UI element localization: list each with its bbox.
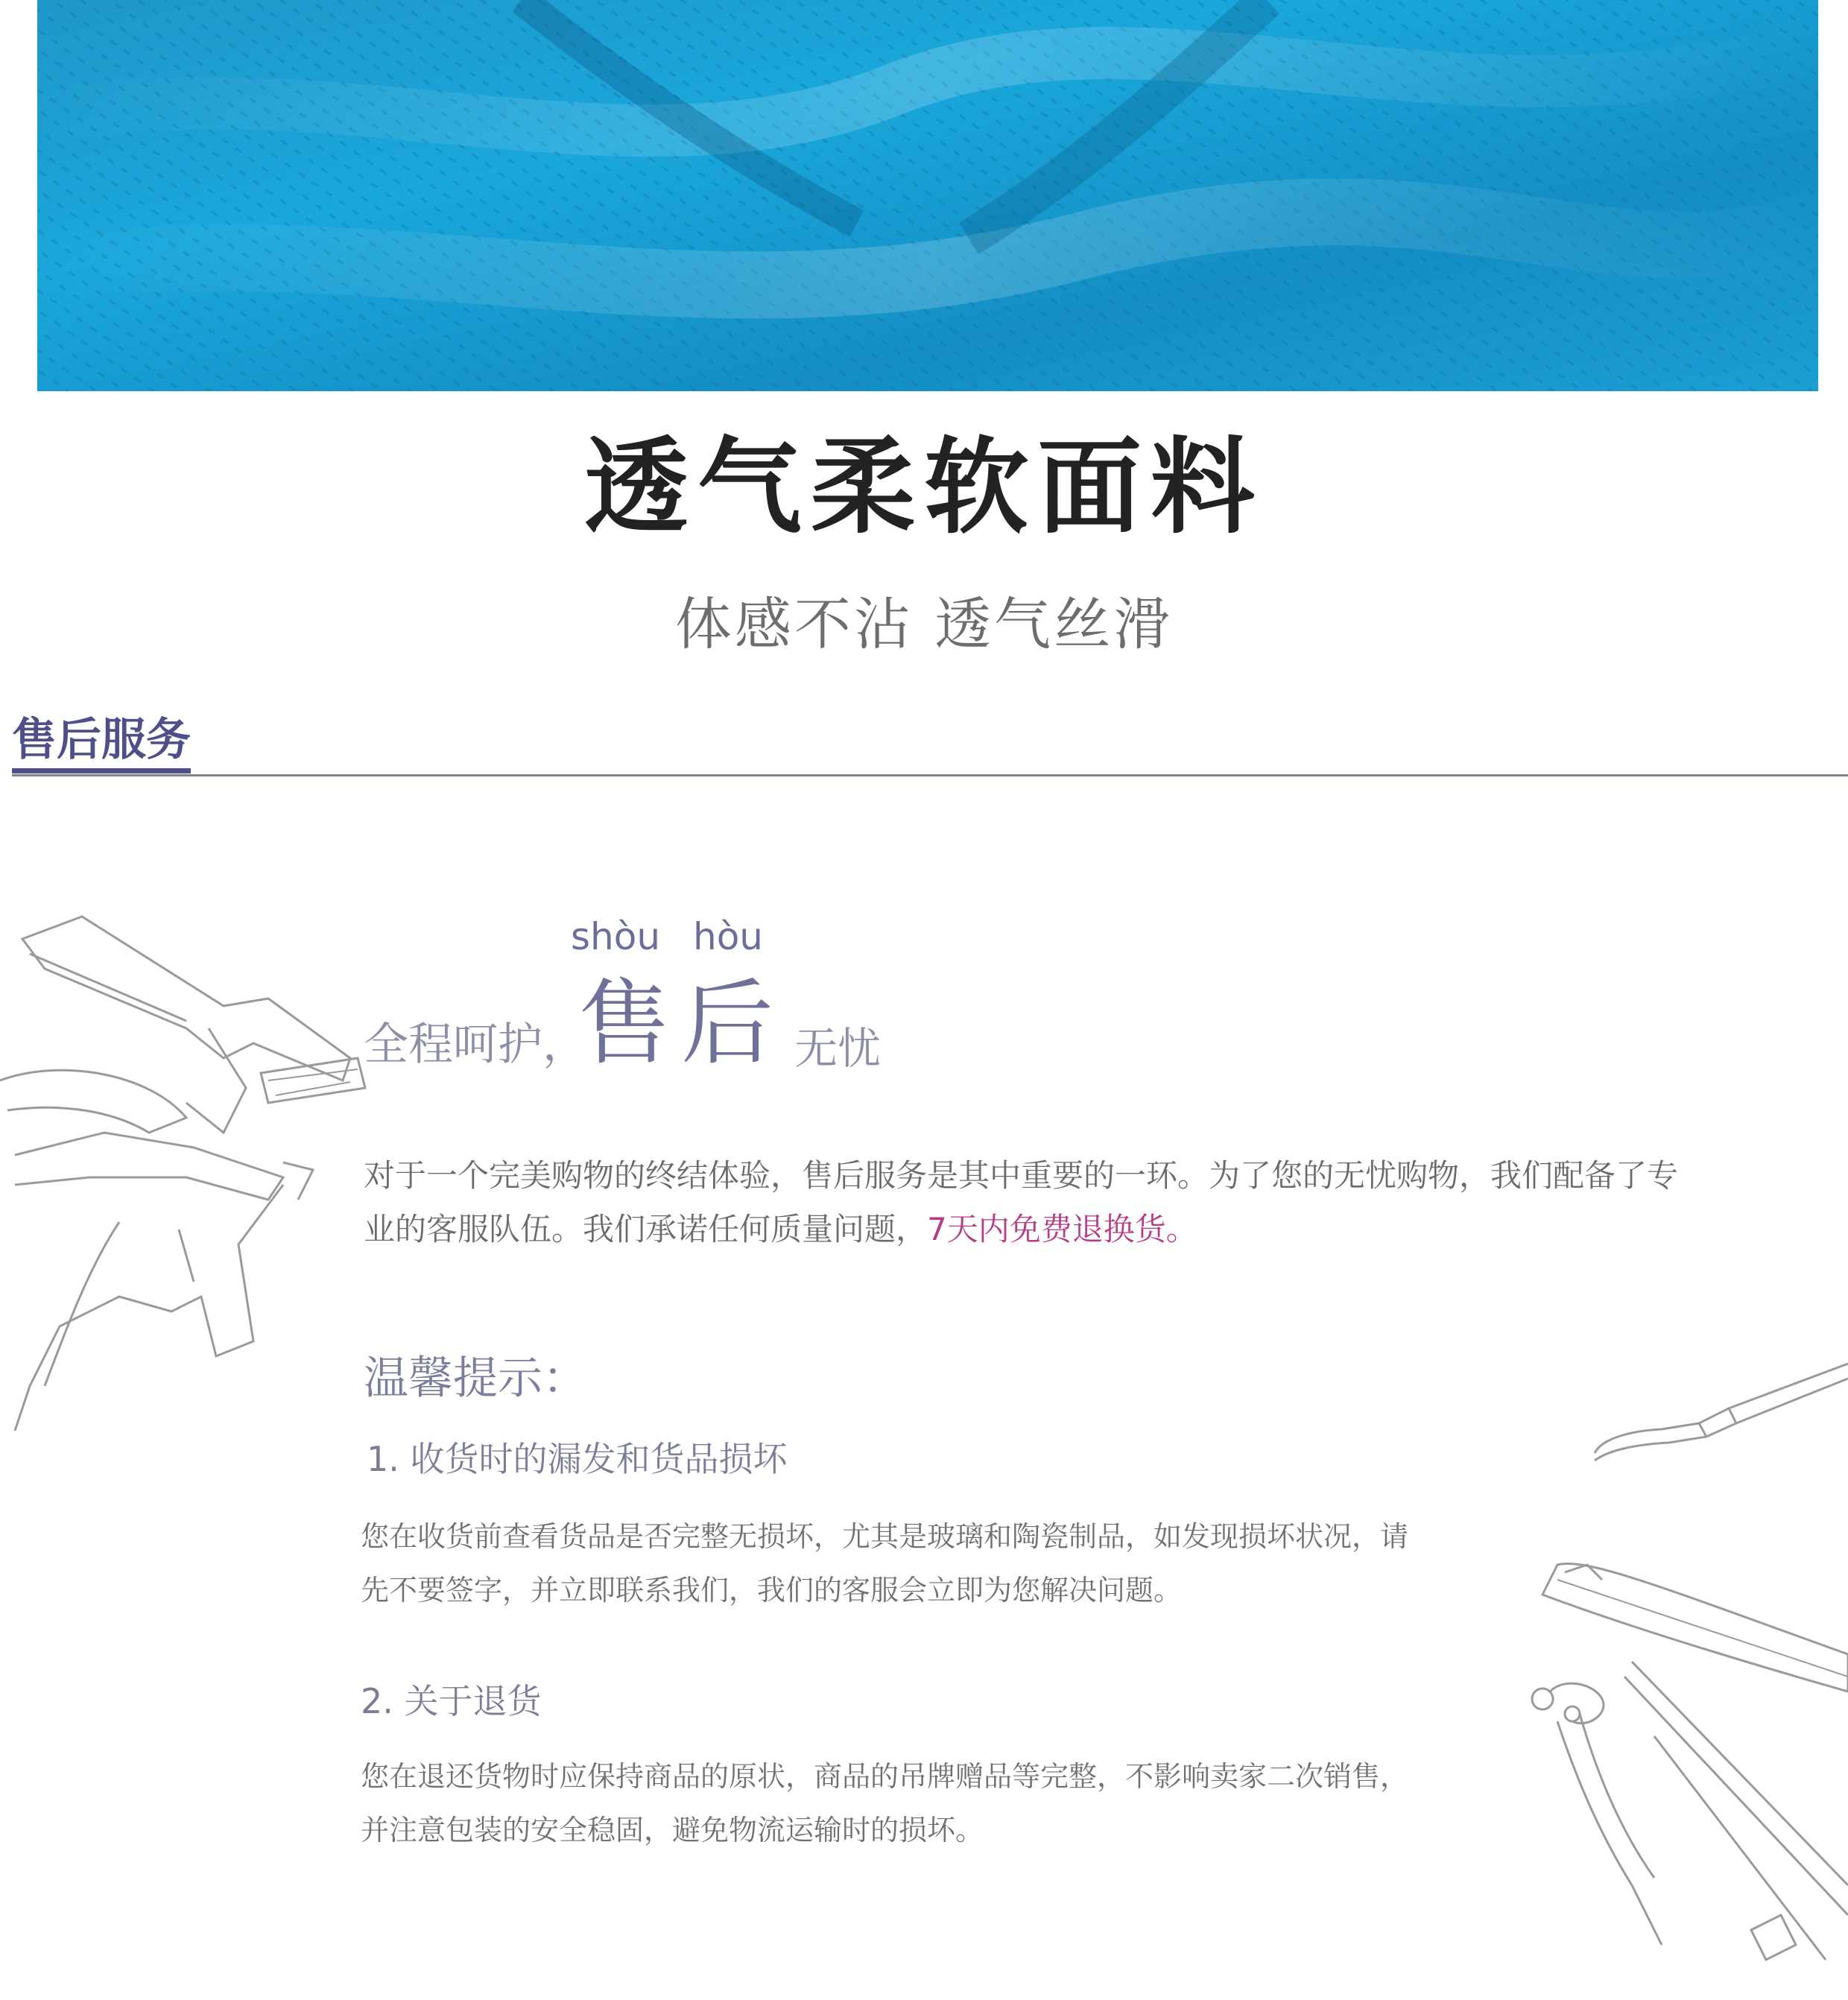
dental-tools-sketch-icon [1408,1349,1848,1990]
intro-paragraph [364,1149,1705,1256]
slogan-suffix: 无忧 [794,1023,882,1074]
banner-headline: 透气柔软面料 [583,427,1264,548]
section-divider [12,774,1848,776]
pinyin-hou: hòu [693,915,763,958]
tip-body-2: 您在退还货物时应保持商品的原状，商品的吊牌赠品等完整，不影响卖家二次销售，并注意包装的安全稳固，避免物流运输时的损坏。 [361,1760,1409,1846]
fabric-photo [37,0,1818,391]
tip-heading-1: 1. 收货时的漏发和货品损坏 [367,1439,788,1479]
banner-subline: 体感不沾 透气丝滑 [674,591,1174,657]
fabric-texture [37,0,1818,391]
tips-title: 温馨提示： [364,1352,587,1405]
tip-body-1: 您在收货前查看货品是否完整无损坏，尤其是玻璃和陶瓷制品，如发现损坏状况，请先不要签字，并立即联系我们，我们的客服会立即为您解决问题。 [361,1520,1409,1607]
section-title: 售后服务 [12,718,191,773]
return-policy-highlight: 7天内免费退换货。 [927,1211,1197,1247]
pinyin-shou: shòu [571,915,661,958]
hand-tools-sketch-icon [0,909,373,1446]
intro-text: 对于一个完美购物的终结体验，售后服务是其中重要的一环。为了您的无忧购物，我们配备了专业的客服队伍。我们承诺任何质量问题， [364,1157,1679,1247]
slogan-prefix: 全程呵护， [364,1019,587,1071]
tip-heading-2: 2. 关于退货 [361,1681,542,1721]
slogan-main: 售后 [578,970,785,1077]
